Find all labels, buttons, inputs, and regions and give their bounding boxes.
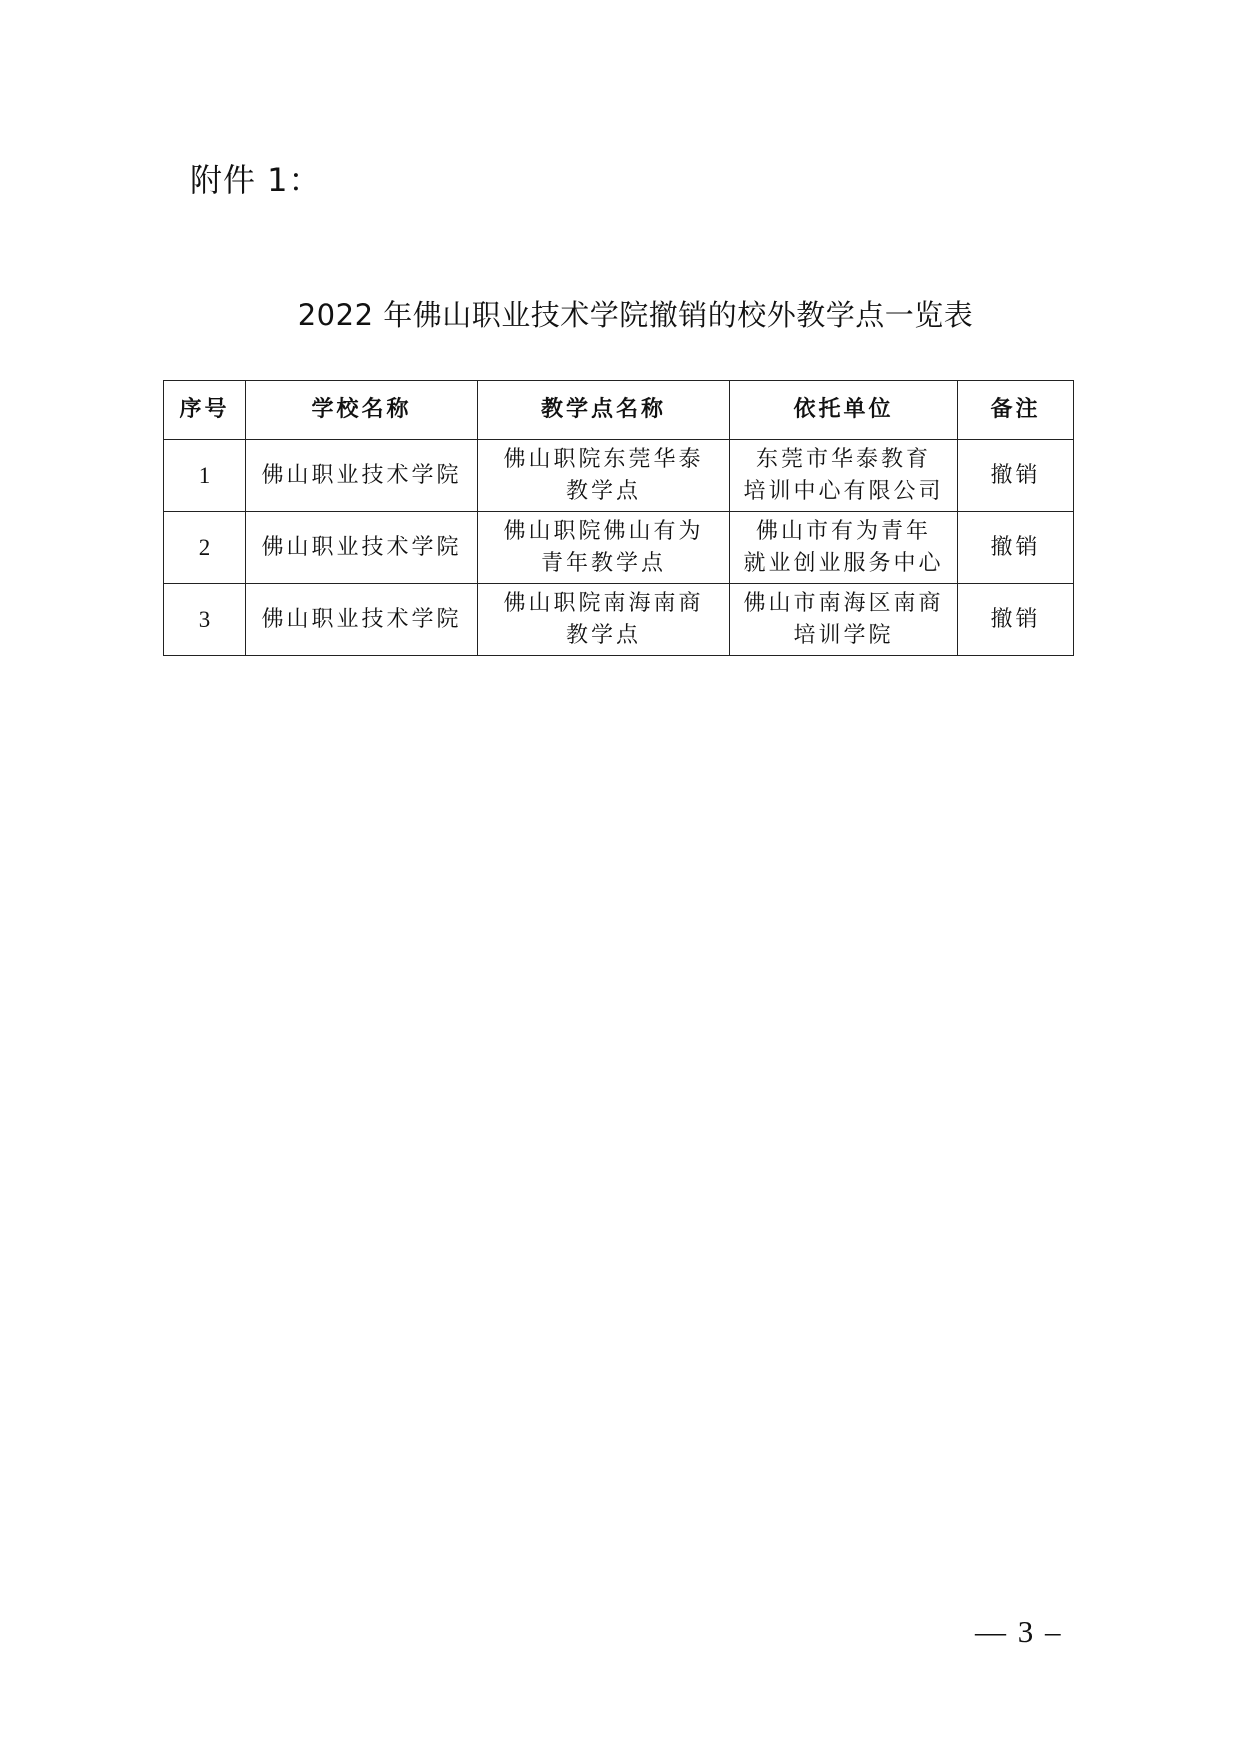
table-row — [164, 440, 1074, 512]
cell-remark: 撤销 — [958, 512, 1074, 584]
revoked-sites-table — [163, 380, 1074, 656]
cell-serial-number: 2 — [164, 512, 246, 584]
cell-host-unit — [730, 512, 958, 584]
cell-remark: 撤销 — [958, 440, 1074, 512]
unit-line-2: 就业创业服务中心 — [743, 550, 944, 576]
site-line-1: 佛山职院东莞华泰 — [503, 446, 704, 472]
cell-school-name: 佛山职业技术学院 — [246, 440, 478, 512]
cell-teaching-site-name — [478, 440, 730, 512]
attachment-label: 附件 1： — [190, 161, 322, 199]
header-host-unit: 依托单位 — [730, 381, 958, 440]
header-serial-number: 序号 — [164, 381, 246, 440]
cell-teaching-site-name — [478, 584, 730, 656]
site-line-2: 教学点 — [565, 478, 641, 504]
table-row — [164, 512, 1074, 584]
unit-line-1: 佛山市南海区南商 — [743, 590, 944, 616]
cell-host-unit — [730, 584, 958, 656]
site-line-2: 青年教学点 — [540, 550, 666, 576]
cell-host-unit — [730, 440, 958, 512]
cell-serial-number: 1 — [164, 440, 246, 512]
site-line-1: 佛山职院佛山有为 — [503, 518, 704, 544]
unit-line-1: 东莞市华泰教育 — [755, 446, 931, 472]
site-line-2: 教学点 — [565, 622, 641, 648]
header-remark: 备注 — [958, 381, 1074, 440]
unit-line-2: 培训中心有限公司 — [743, 478, 944, 504]
header-school-name: 学校名称 — [246, 381, 478, 440]
header-teaching-site-name: 教学点名称 — [478, 381, 730, 440]
cell-teaching-site-name — [478, 512, 730, 584]
unit-line-1: 佛山市有为青年 — [755, 518, 931, 544]
document-title: 2022 年佛山职业技术学院撤销的校外教学点一览表 — [297, 298, 974, 332]
unit-line-2: 培训学院 — [793, 622, 894, 648]
cell-school-name: 佛山职业技术学院 — [246, 512, 478, 584]
cell-remark: 撤销 — [958, 584, 1074, 656]
site-line-1: 佛山职院南海南商 — [503, 590, 704, 616]
page-number: — 3 – — [975, 1614, 1063, 1649]
table-header-row — [164, 381, 1074, 440]
cell-school-name: 佛山职业技术学院 — [246, 584, 478, 656]
cell-serial-number: 3 — [164, 584, 246, 656]
table-row — [164, 584, 1074, 656]
